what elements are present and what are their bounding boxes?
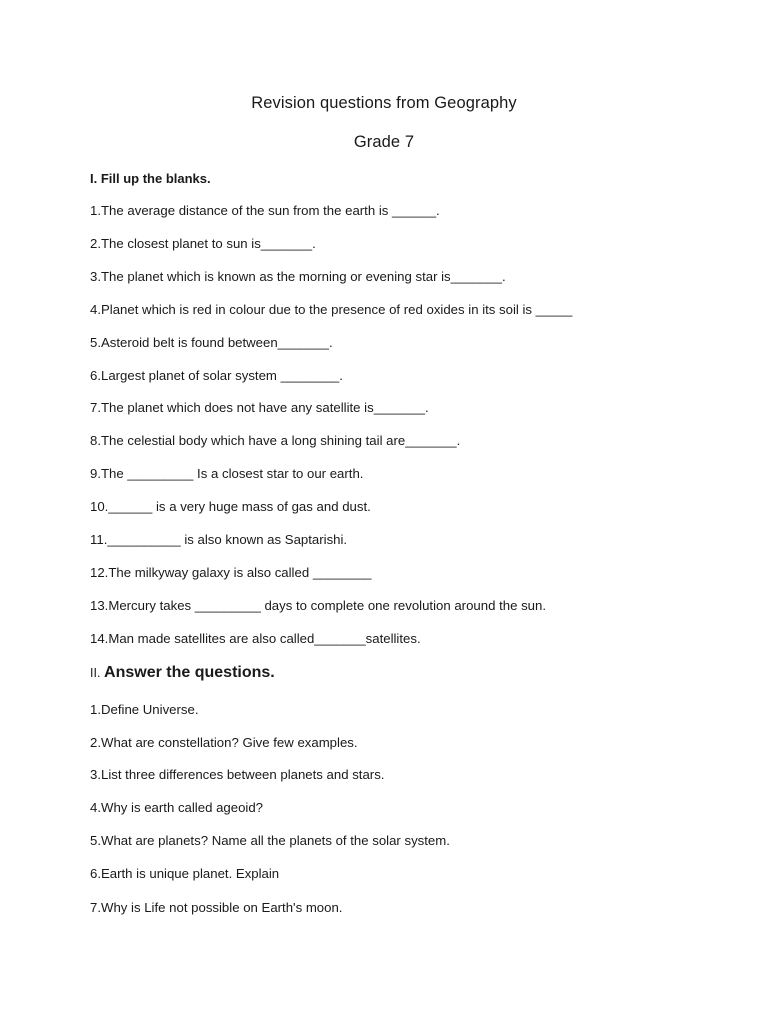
fill-blank-question: 3.The planet which is known as the morning or evening star is_______.	[90, 269, 506, 284]
fill-blank-question: 14.Man made satellites are also called_______satellites.	[90, 631, 421, 646]
fill-blank-question: 6.Largest planet of solar system ________.	[90, 368, 343, 383]
answer-question: 4.Why is earth called ageoid?	[90, 800, 264, 815]
fill-blank-question: 5.Asteroid belt is found between_______.	[90, 335, 333, 350]
section-two-numeral: II.	[90, 666, 101, 680]
answer-question: 6.Earth is unique planet. Explain	[90, 866, 280, 881]
fill-blank-question: 2.The closest planet to sun is_______.	[90, 236, 316, 251]
grade-label: Grade 7	[353, 133, 415, 151]
answer-question: 7.Why is Life not possible on Earth's moon.	[90, 900, 343, 915]
answer-question: 3.List three differences between planets and stars.	[90, 767, 385, 782]
fill-blank-question: 12.The milkyway galaxy is also called ________	[90, 565, 372, 580]
answer-question: 5.What are planets? Name all the planets of the solar system.	[90, 833, 450, 848]
answer-question: 1.Define Universe.	[90, 702, 199, 717]
fill-blank-question: 9.The _________ Is a closest star to our earth.	[90, 466, 364, 481]
section-one-heading: I. Fill up the blanks.	[90, 171, 211, 186]
fill-blank-question: 11.__________ is also known as Saptarishi.	[90, 532, 348, 547]
fill-blank-question: 1.The average distance of the sun from the earth is ______.	[90, 203, 440, 218]
fill-blank-question: 7.The planet which does not have any satellite is_______.	[90, 400, 429, 415]
fill-blank-question: 4.Planet which is red in colour due to the presence of red oxides in its soil is _____	[90, 302, 573, 317]
fill-blank-question: 8.The celestial body which have a long shining tail are_______.	[90, 433, 461, 448]
document-title: Revision questions from Geography	[251, 94, 517, 112]
section-two-heading	[90, 664, 275, 682]
fill-blank-question: 10.______ is a very huge mass of gas and dust.	[90, 499, 371, 514]
section-two-title: Answer the questions.	[104, 664, 275, 681]
fill-blank-question: 13.Mercury takes _________ days to complete one revolution around the sun.	[90, 598, 546, 613]
answer-question: 2.What are constellation? Give few examples.	[90, 735, 358, 750]
